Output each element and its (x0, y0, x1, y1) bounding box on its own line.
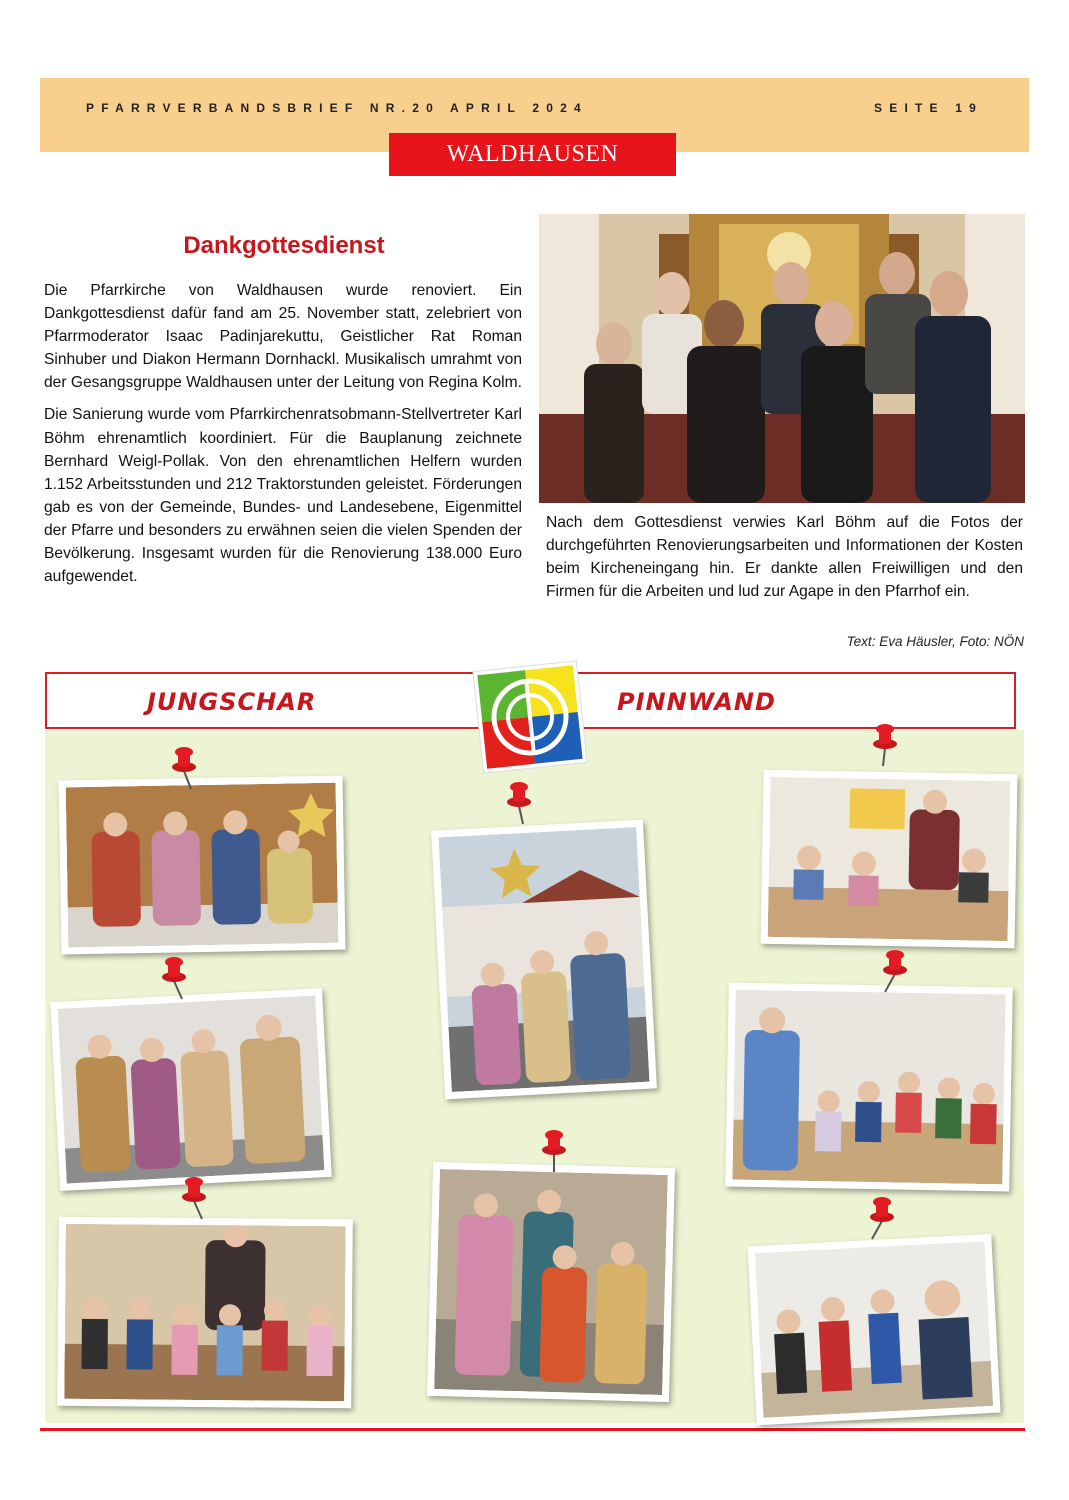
push-pin-icon (505, 780, 539, 826)
photo-8-image (755, 1241, 993, 1418)
photo-4-image (58, 995, 325, 1183)
push-pin-icon (875, 948, 909, 994)
push-pin-icon (868, 722, 902, 768)
push-pin-icon (537, 1128, 571, 1174)
jungschar-logo (470, 660, 590, 775)
pinboard-photo-7 (427, 1162, 675, 1402)
footer-rule (40, 1428, 1025, 1431)
push-pin-icon (862, 1195, 896, 1241)
photo-credit: Text: Eva Häusler, Foto: NÖN (846, 634, 1024, 649)
push-pin-icon (180, 1175, 214, 1221)
page-number: SEITE 19 (874, 101, 983, 115)
photo-5-image (732, 990, 1005, 1185)
article-paragraph-2: Die Sanierung wurde vom Pfarrkirchenratsobmann-Stellvertreter Karl Böhm ehrenamtlich koordiniert. Für die Bauplanung zeichnete Bernhard Weigl-Pollak. Von den ehrenamtlichen Helfern wurden 1.152 Arbeitsstunden und 212 Traktorstunden geleistet. Förderungen gab es von der Gemeinde, Bundes- und Landesebene, Eigenmittel der Pfarre und besonders zu erwähnen seien die vielen Spenden der Bevölkerung. Insgesamt wurden für die Renovierung 138.000 Euro aufgewendet. (44, 406, 522, 586)
pinboard-photo-5 (725, 983, 1013, 1192)
pinboard-photo-3 (761, 770, 1018, 948)
article-title: Dankgottesdienst (183, 232, 385, 259)
photo-caption: Nach dem Gottesdienst verwies Karl Böhm auf die Fotos der durchgeführten Renovierungsarbeiten und Informationen der Kosten beim Kircheneingang hin. Er dankte allen Freiwilligen und den Firmen für die Arbeiten und lud zur Agape in den Pfarrhof ein. (546, 514, 1023, 601)
church-group-photo (539, 214, 1025, 503)
jungschar-logo-icon (470, 660, 590, 775)
publication-title: PFARRVERBANDSBRIEF NR.20 APRIL 2024 (86, 101, 588, 115)
pinboard-photo-6 (57, 1217, 353, 1409)
pinnwand-title: PINNWAND (617, 688, 776, 716)
push-pin-icon (170, 745, 204, 791)
pinboard-photo-2 (431, 820, 657, 1100)
push-pin-icon (160, 955, 194, 1001)
photo-3-image (768, 777, 1011, 941)
photo-1-image (66, 783, 339, 948)
photo-2-image (438, 827, 649, 1092)
photo-7-image (434, 1169, 668, 1395)
photo-6-image (64, 1224, 346, 1401)
article-paragraph-1: Die Pfarrkirche von Waldhausen wurde renoviert. Ein Dankgottesdienst dafür fand am 25. November statt, zelebriert von Pfarrmoderator Isaac Padinjarekuttu, Geistlicher Rat Roman Sinhuber und Diakon Hermann Dornhackl. Musikalisch umrahmt von der Gesangsgruppe Waldhausen unter der Leitung von Regina Kolm. (44, 282, 522, 392)
church-photo-image (539, 214, 1025, 503)
section-title: WALDHAUSEN (389, 133, 676, 176)
pinboard-photo-8 (747, 1234, 1000, 1426)
article-body (44, 279, 522, 597)
jungschar-title: JUNGSCHAR (147, 688, 317, 716)
pinboard-photo-4 (50, 988, 332, 1191)
pinboard-photo-1 (59, 776, 346, 955)
